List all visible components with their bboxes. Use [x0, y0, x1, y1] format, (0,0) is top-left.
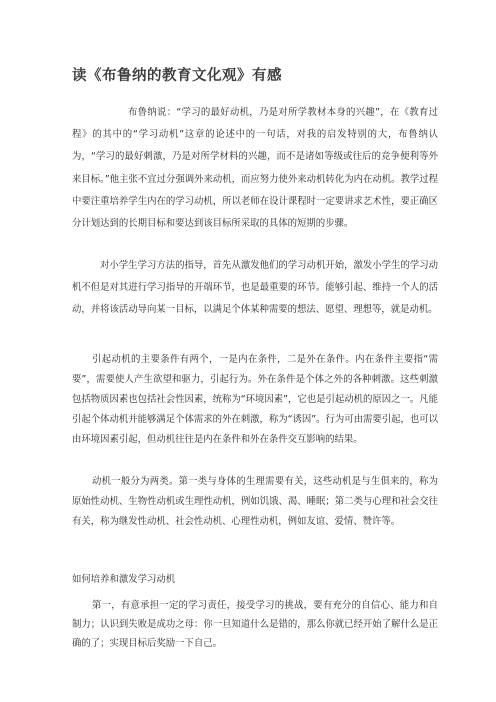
- paragraph-5: 第一，有意承担一定的学习责任，接受学习的挑战，要有充分的自信心、能力和自制力；认识到失败是成功之母：你一旦知道什么是错的，那么你就已经开始了解什么是正确的了；实现目标后奖励一下自己。: [72, 600, 438, 650]
- paragraph-3: 引起动机的主要条件有两个，一是内在条件，二是外在条件。内在条件主要指“需要”，需要使人产生欲望和驱力，引起行为。外在条件是个体之外的各种刺激。这些刺激包括物质因素也包括社会性因素，统称为“环境因素”，它也是引起动机的原因之一。凡能引起个体动机并能够满足个体需求的外在刺激，称为“诱因”。行为可由需要引起，也可以由环境因素引起，但动机往往是内在条件和外在条件交互影响的结果。: [72, 354, 438, 445]
- paragraph-4: 动机一般分为两类。第一类与身体的生理需要有关，这些动机是与生俱来的，称为原始性动机、生物性动机或生理性动机，例如饥饿、渴、睡眠；第二类与心理和社会交往有关，称为继发性动机、社会性动机、心理性动机，例如友谊、爱情、赞许等。: [72, 476, 438, 527]
- paragraph-1: 布鲁纳说：“学习的最好动机，乃是对所学教材本身的兴趣”，在《教育过程》的其中的“学习动机”这章的论述中的一句话，对我的启发特别的大，布鲁纳认为，“学习的最好刺激，乃是对所学材料的兴趣，而不是诸如等级或往后的竞争便利等外来目标。”他主张不宜过分强调外来动机，而应努力使外来动机转化为内在动机。教学过程中要注重培养学生内在的学习动机，所以老师在设计课程时一定要讲求艺术性，要正确区分计划达到的长期目标和要达到该目标所采取的具体的短期的步骤。: [72, 107, 438, 230]
- section-heading: 如何培养和激发学习动机: [72, 574, 176, 585]
- paragraph-2: 对小学生学习方法的指导，首先从激发他们的学习动机开始，激发小学生的学习动机不但是对其进行学习指导的开端环节，也是最重要的环节。能够引起、维持一个人的活动，并将该活动导向某一目标，以满足个体某种需要的想法、愿望、理想等，就是动机。: [72, 260, 438, 316]
- document-title: 读《布鲁纳的教育文化观》有感: [72, 68, 282, 84]
